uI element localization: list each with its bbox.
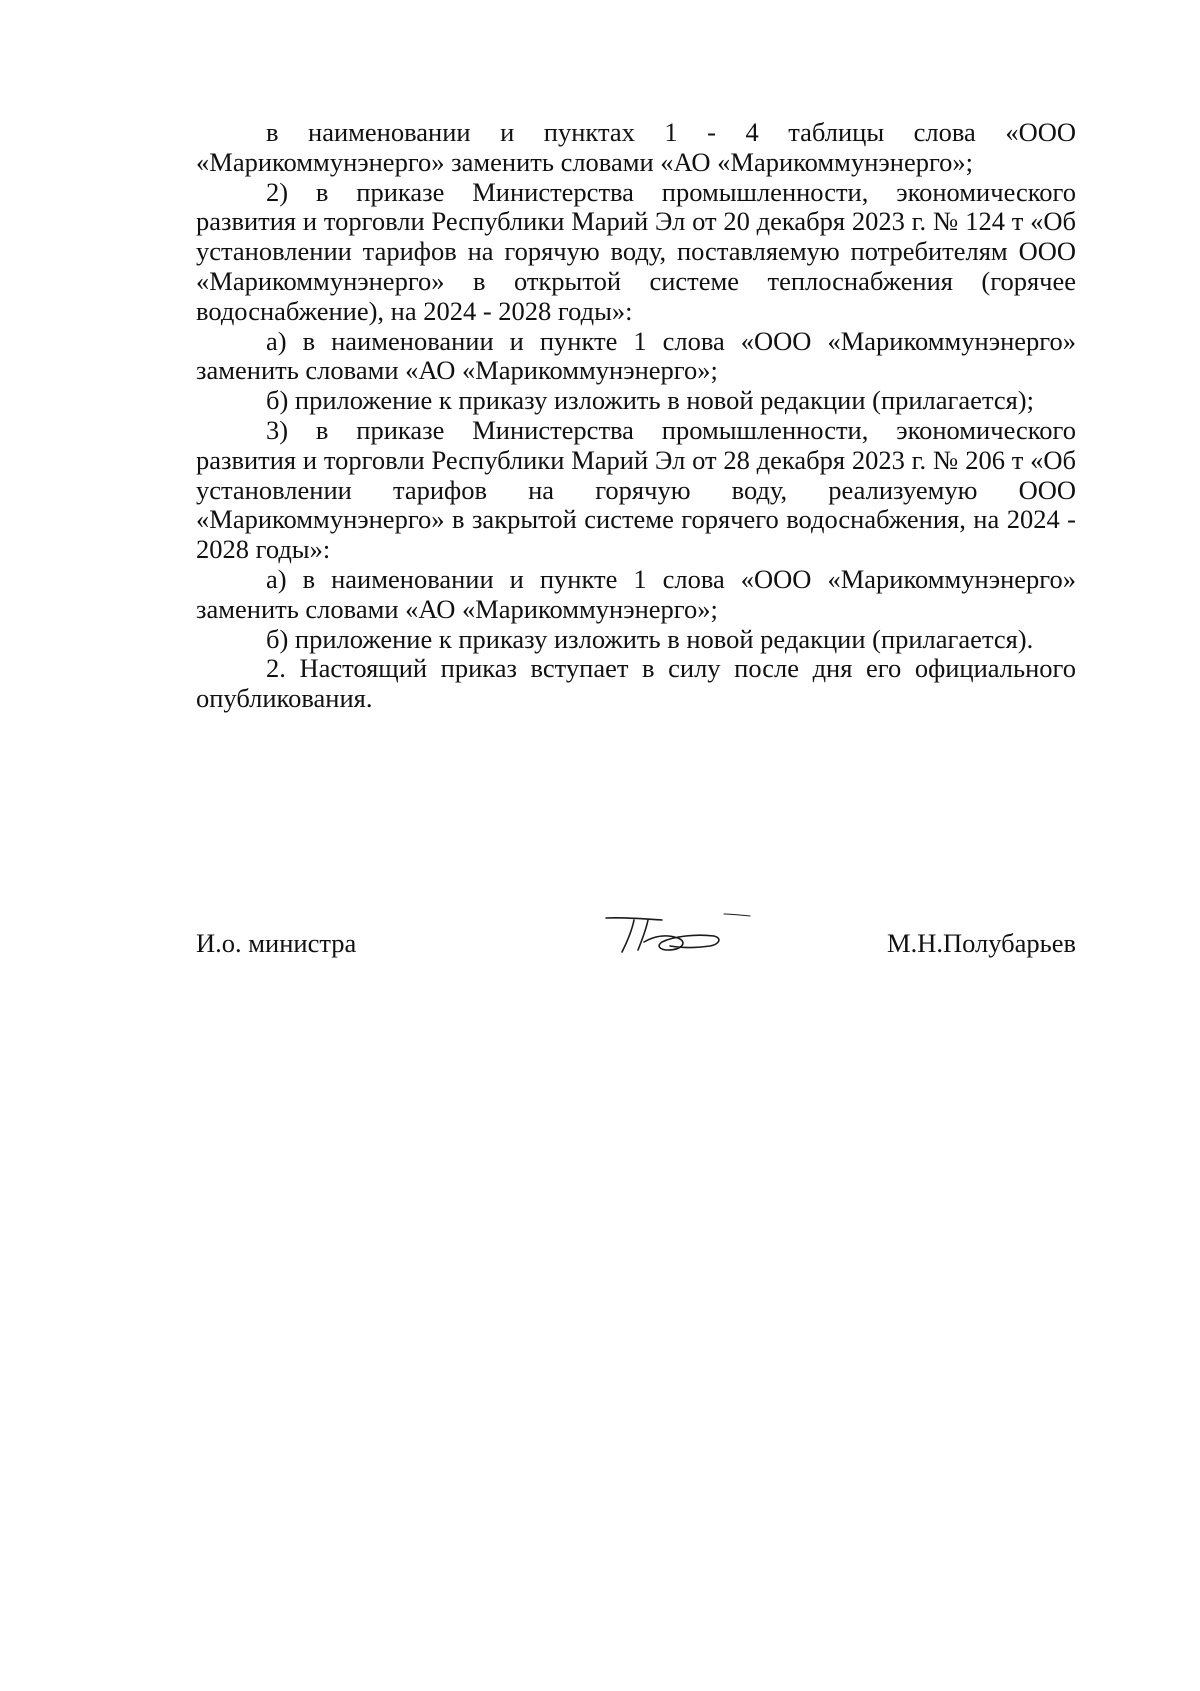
paragraph-effective-date: 2. Настоящий приказ вступает в силу после дня его официального опубликования. bbox=[196, 653, 1076, 714]
paragraph-item-3-order-206: 3) в приказе Министерства промышленности, экономического развития и торговли Республики Марий Эл от 28 декабря 2023 г. № 206 т «Об установлении тарифов на горячую воду, реализуемую ООО «Марикоммунэнерго» в закрытой системе горячего водоснабжения, на 2024 - 2028 годы»: bbox=[196, 414, 1076, 565]
paragraph-table-rename: в наименовании и пунктах 1 - 4 таблицы слова «ООО «Марикоммунэнерго» заменить словами «АО «Марикоммунэнерго»; bbox=[196, 117, 1076, 177]
paragraph-item-3a: а) в наименовании и пункте 1 слова «ООО «Марикоммунэнерго» заменить словами «АО «Марикоммунэнерго»; bbox=[196, 563, 1076, 624]
signer-name: М.Н.Полубарьев bbox=[887, 928, 1076, 958]
paragraph-item-3b: б) приложение к приказу изложить в новой редакции (прилагается). bbox=[266, 623, 1034, 654]
signature-block bbox=[196, 908, 1076, 968]
signer-position: И.о. министра bbox=[196, 928, 357, 958]
document-body bbox=[196, 118, 1076, 714]
paragraph-item-2a: а) в наименовании и пункте 1 слова «ООО «Марикоммунэнерго» заменить словами «АО «Марикоммунэнерго»; bbox=[196, 325, 1076, 386]
paragraph-item-2-order-124: 2) в приказе Министерства промышленности, экономического развития и торговли Республики Марий Эл от 20 декабря 2023 г. № 124 т «Об установлении тарифов на горячую воду, поставляемую потребителям ООО «Марикоммунэнерго» в открытой системе теплоснабжения (горячее водоснабжение), на 2024 - 2028 годы»: bbox=[196, 176, 1076, 326]
paragraph-item-2b: б) приложение к приказу изложить в новой редакции (прилагается); bbox=[266, 385, 1034, 416]
handwritten-signature bbox=[604, 908, 754, 960]
